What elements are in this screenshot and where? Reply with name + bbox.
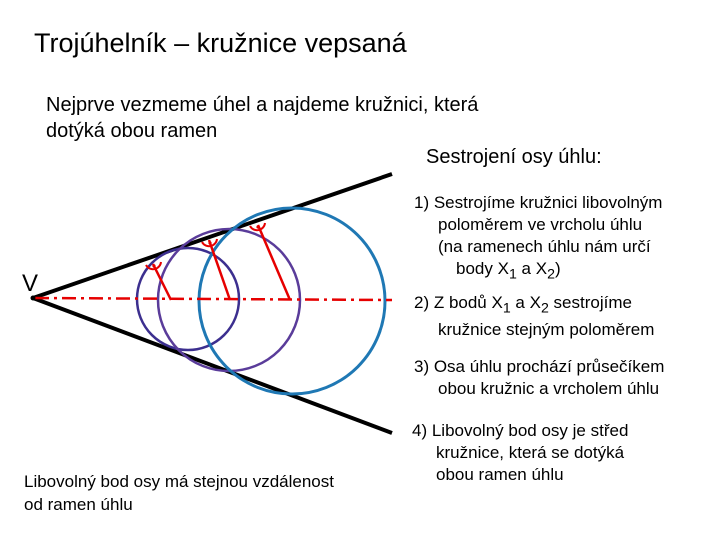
note-line-2: od ramen úhlu (24, 495, 133, 514)
angle-bisector (35, 298, 392, 300)
intro-line-1: Nejprve vezmeme úhel a najdeme kružnici, která (46, 94, 479, 116)
step-2-sub-2: 2 (540, 300, 549, 317)
step-2-line-2: kružnice stejným poloměrem (438, 320, 655, 340)
step-3-line-2: obou kružnic a vrcholem úhlu (438, 379, 660, 398)
inscribed-circle-large (199, 208, 385, 394)
radius-middle (209, 240, 230, 300)
radius-large (258, 225, 290, 300)
page-title: Trojúhelník – kružnice vepsaná (34, 28, 407, 58)
step-1-line-1: 1) Sestrojíme kružnici libovolným (414, 193, 663, 212)
vertex-label: V (22, 270, 39, 297)
step-4-line-1: 4) Libovolný bod osy je střed (412, 421, 629, 440)
step-1-sub-1: 1 (508, 266, 517, 283)
step-2-line-1-pre: 2) Z bodů X (414, 293, 503, 312)
step-3-line-1: 3) Osa úhlu prochází průsečíkem (414, 357, 665, 376)
note-line-1: Libovolný bod osy má stejnou vzdálenost (24, 472, 334, 491)
right-angle-dot-middle (208, 241, 211, 244)
right-angle-dot-small (152, 264, 155, 267)
step-1-line-3: (na ramenech úhlu nám určí (438, 237, 651, 256)
step-4-line-2: kružnice, která se dotýká (436, 443, 625, 462)
step-1-line-4-pre: body X (456, 259, 509, 278)
step-1-line-4-post: ) (554, 259, 561, 278)
step-2-sub-1: 1 (502, 300, 511, 317)
step-2-line-1-mid: a X (510, 293, 541, 312)
upper-ray (33, 174, 392, 298)
step-4-line-3: obou ramen úhlu (436, 465, 564, 484)
right-angle-dot-large (256, 225, 259, 228)
lower-ray (33, 298, 392, 433)
intro-line-2: dotýká obou ramen (46, 120, 218, 142)
step-1-line-4-mid: a X (516, 259, 548, 278)
step-1-line-2: poloměrem ve vrcholu úhlu (438, 215, 643, 234)
subheading: Sestrojení osy úhlu: (426, 146, 602, 168)
step-2-line-1-post: sestrojíme (548, 293, 632, 312)
step-1-sub-2: 2 (547, 266, 555, 283)
